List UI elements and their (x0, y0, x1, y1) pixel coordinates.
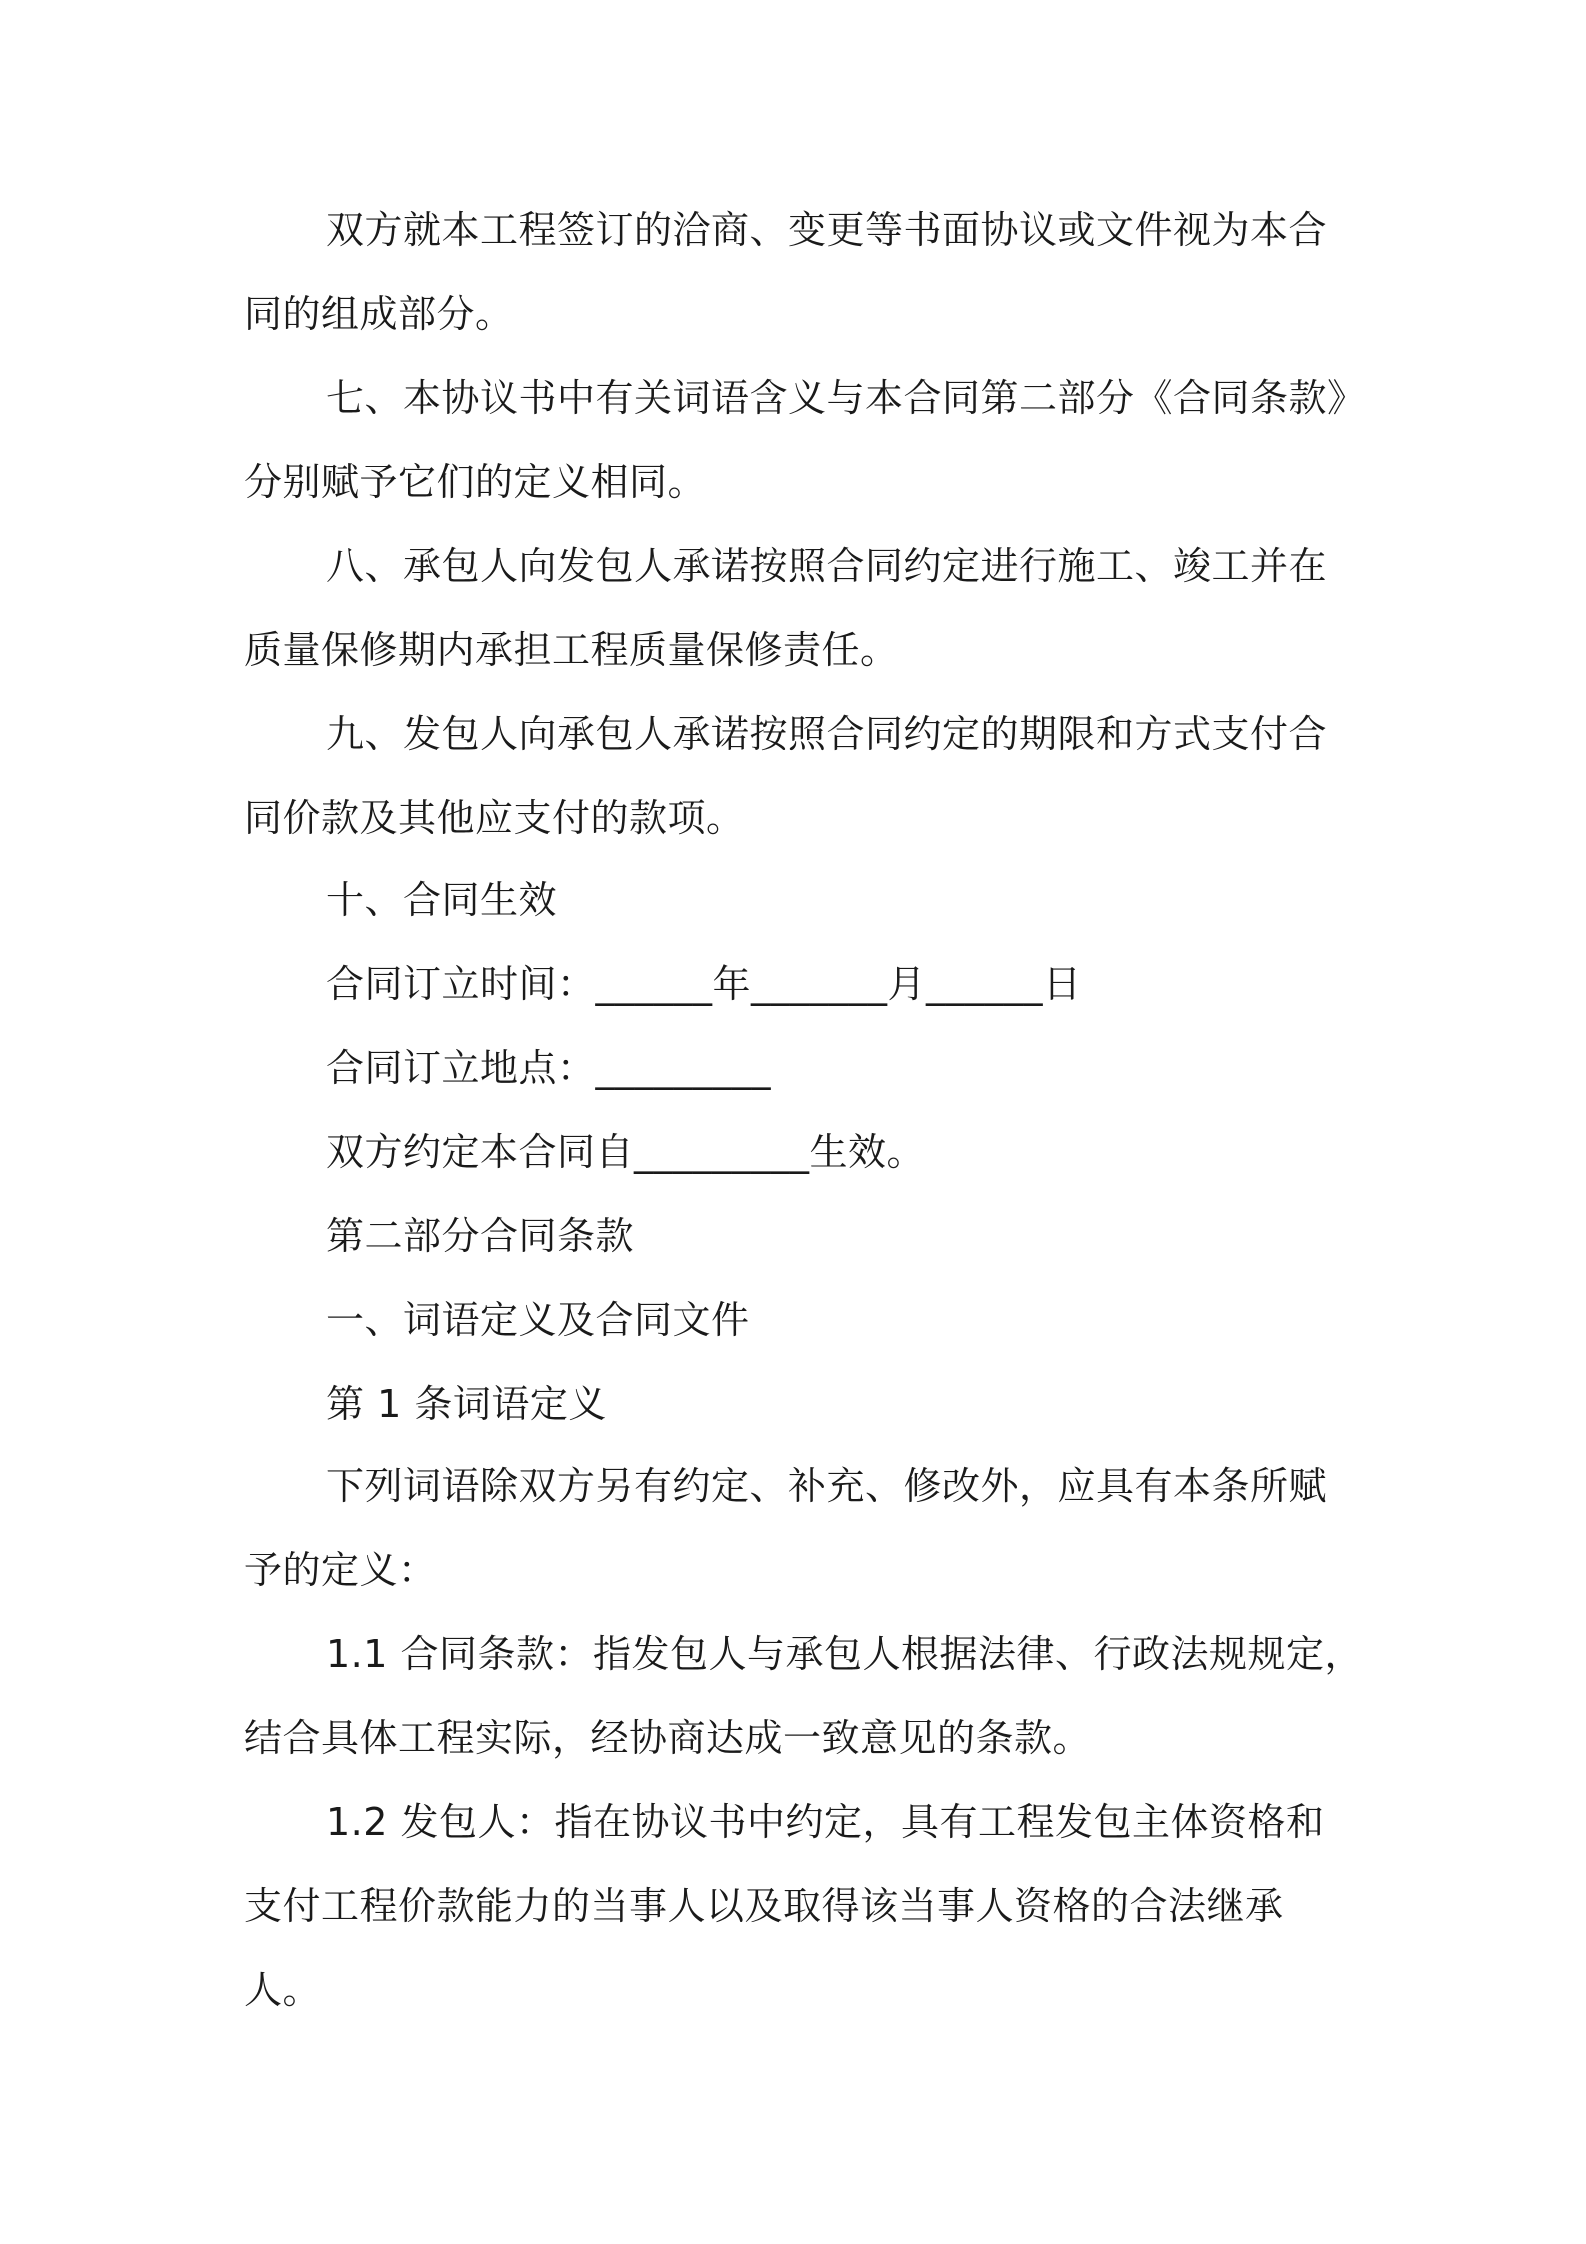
paragraph-line: 下列词语除双方另有约定、补充、修改外，应具有本条所赋 (326, 1464, 1328, 1508)
contract-place-line: 合同订立地点：_________ (326, 1046, 772, 1090)
paragraph-line: 同的组成部分。 (244, 292, 514, 336)
article-one-heading: 第 1 条词语定义 (326, 1382, 607, 1426)
effective-date-line: 双方约定本合同自_________生效。 (326, 1130, 926, 1174)
clause-eight-line: 八、承包人向发包人承诺按照合同约定进行施工、竣工并在 (326, 544, 1328, 588)
paragraph-line: 予的定义： (244, 1548, 437, 1592)
paragraph-line: 双方就本工程签订的洽商、变更等书面协议或文件视为本合 (326, 208, 1328, 252)
paragraph-line: 结合具体工程实际，经协商达成一致意见的条款。 (244, 1716, 1092, 1760)
paragraph-line: 支付工程价款能力的当事人以及取得该当事人资格的合法继承 (244, 1884, 1284, 1928)
definition-1-2-line: 1.2 发包人：指在协议书中约定，具有工程发包主体资格和 (326, 1800, 1325, 1844)
section-one-heading: 一、词语定义及合同文件 (326, 1298, 750, 1342)
paragraph-line: 质量保修期内承担工程质量保修责任。 (244, 628, 899, 672)
paragraph-line: 同价款及其他应支付的款项。 (244, 796, 745, 840)
clause-ten-heading: 十、合同生效 (326, 878, 558, 922)
paragraph-line: 人。 (244, 1968, 322, 2012)
clause-seven-line: 七、本协议书中有关词语含义与本合同第二部分《合同条款》 (326, 376, 1366, 420)
paragraph-line: 分别赋予它们的定义相同。 (244, 460, 707, 504)
contract-date-line: 合同订立时间：______年_______月______日 (326, 962, 1082, 1006)
definition-1-1-line: 1.1 合同条款：指发包人与承包人根据法律、行政法规规定， (326, 1632, 1364, 1676)
clause-nine-line: 九、发包人向承包人承诺按照合同约定的期限和方式支付合 (326, 712, 1328, 756)
part-two-heading: 第二部分合同条款 (326, 1214, 635, 1258)
